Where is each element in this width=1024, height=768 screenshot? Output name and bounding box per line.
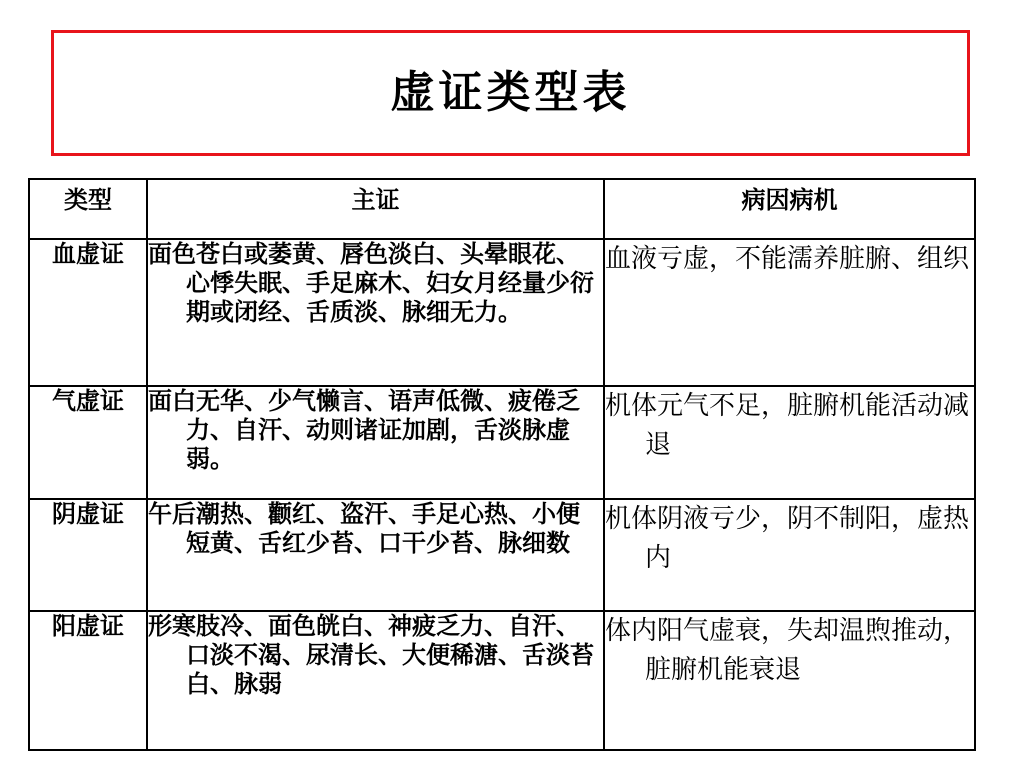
main-symptoms-text: 面色苍白或萎黄、唇色淡白、头晕眼花、心悸失眠、手足麻木、妇女月经量少衍期或闭经、舌质淡、脉细无力。 xyxy=(148,240,594,326)
main-symptoms-cell xyxy=(147,499,604,611)
title-box xyxy=(51,30,970,156)
cause-cell xyxy=(604,499,975,611)
table-row xyxy=(29,386,975,499)
type-cell: 气虚证 xyxy=(29,386,147,499)
cause-text: 血液亏虚，不能濡养脏腑、组织 xyxy=(605,244,970,274)
cause-cell xyxy=(604,386,975,499)
syndrome-table xyxy=(28,178,976,751)
cause-text: 机体元气不足，脏腑机能活动减退 xyxy=(605,391,970,460)
header-cause: 病因病机 xyxy=(604,179,975,239)
table-row xyxy=(29,239,975,386)
main-symptoms-cell xyxy=(147,239,604,386)
cause-text: 体内阳气虚衰，失却温煦推动，脏腑机能衰退 xyxy=(605,616,970,685)
type-cell: 阴虚证 xyxy=(29,499,147,611)
main-symptoms-text: 午后潮热、颧红、盗汗、手足心热、小便短黄、舌红少苔、口干少苔、脉细数 xyxy=(148,500,580,557)
type-cell: 阳虚证 xyxy=(29,611,147,750)
type-cell: 血虚证 xyxy=(29,239,147,386)
cause-text: 机体阴液亏少，阴不制阳，虚热内 xyxy=(605,504,970,573)
table-row xyxy=(29,611,975,750)
table-header-row xyxy=(29,179,975,239)
main-symptoms-cell xyxy=(147,386,604,499)
header-type: 类型 xyxy=(29,179,147,239)
main-symptoms-cell xyxy=(147,611,604,750)
main-symptoms-text: 面白无华、少气懒言、语声低微、疲倦乏力、自汗、动则诸证加剧，舌淡脉虚弱。 xyxy=(148,387,580,473)
cause-cell xyxy=(604,239,975,386)
main-symptoms-text: 形寒肢冷、面色㿠白、神疲乏力、自汗、口淡不渴、尿清长、大便稀溏、舌淡苔白、脉弱 xyxy=(148,612,594,698)
header-main-symptoms: 主证 xyxy=(147,179,604,239)
cause-cell xyxy=(604,611,975,750)
table-row xyxy=(29,499,975,611)
page-title: 虚证类型表 xyxy=(390,67,631,118)
